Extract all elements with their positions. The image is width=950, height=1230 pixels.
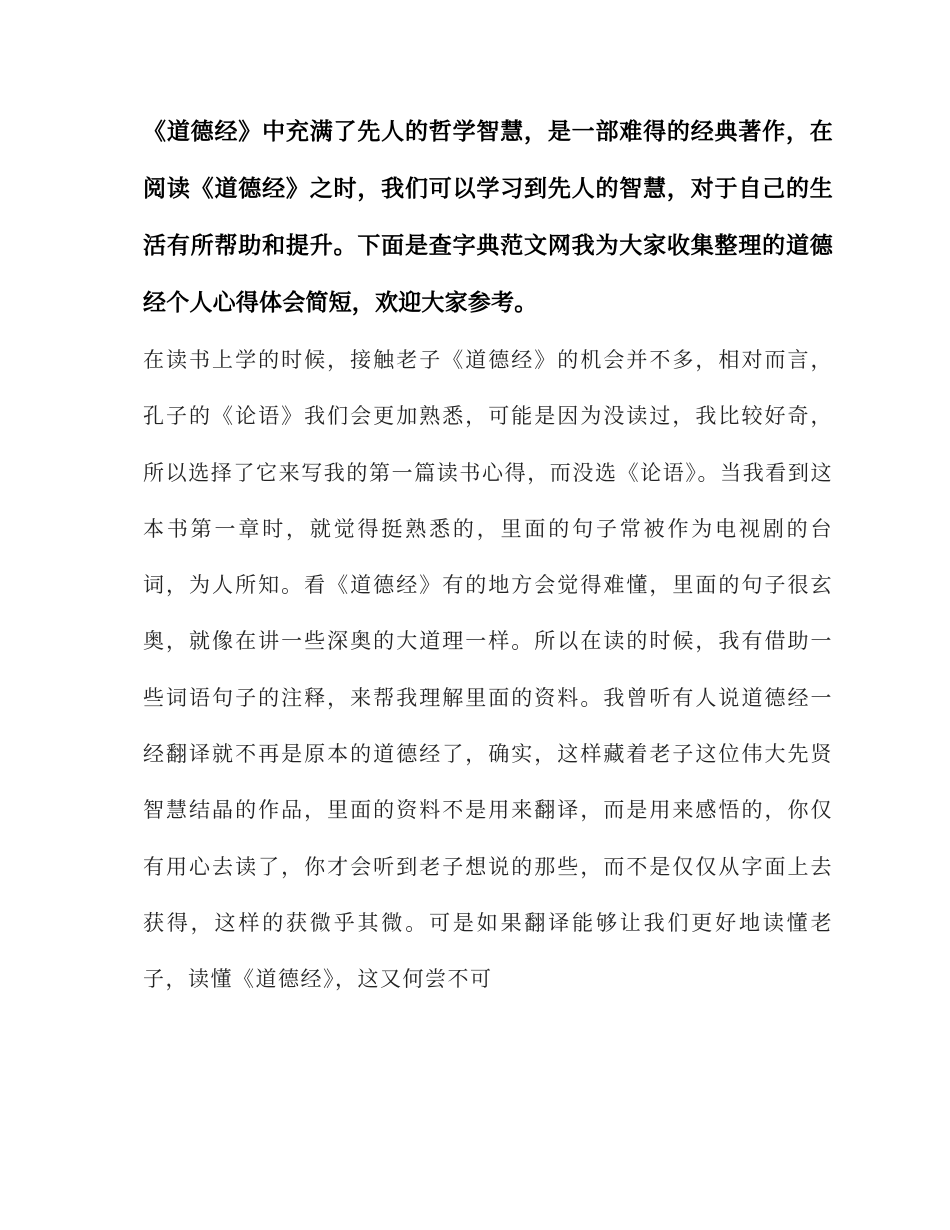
intro-paragraph: 《道德经》中充满了先人的哲学智慧，是一部难得的经典著作，在阅读《道德经》之时，我们可以学习到先人的智慧，对于自己的生活有所帮助和提升。下面是查字典范文网我为大家收集整理的道德经个人心得体会简短，欢迎大家参考。 [143, 119, 833, 316]
document-content [143, 104, 833, 1008]
body-paragraph: 在读书上学的时候，接触老子《道德经》的机会并不多，相对而言，孔子的《论语》我们会更加熟悉，可能是因为没读过，我比较好奇，所以选择了它来写我的第一篇读书心得，而没选《论语》。当我看到这本书第一章时，就觉得挺熟悉的，里面的句子常被作为电视剧的台词，为人所知。看《道德经》有的地方会觉得难懂，里面的句子很玄奥，就像在讲一些深奥的大道理一样。所以在读的时候，我有借助一些词语句子的注释，来帮我理解里面的资料。我曾听有人说道德经一经翻译就不再是原本的道德经了，确实，这样藏着老子这位伟大先贤智慧结晶的作品，里面的资料不是用来翻译，而是用来感悟的，你仅有用心去读了，你才会听到老子想说的那些，而不是仅仅从字面上去获得，这样的获微乎其微。可是如果翻译能够让我们更好地读懂老子，读懂《道德经》，这又何尝不可 [143, 348, 833, 992]
